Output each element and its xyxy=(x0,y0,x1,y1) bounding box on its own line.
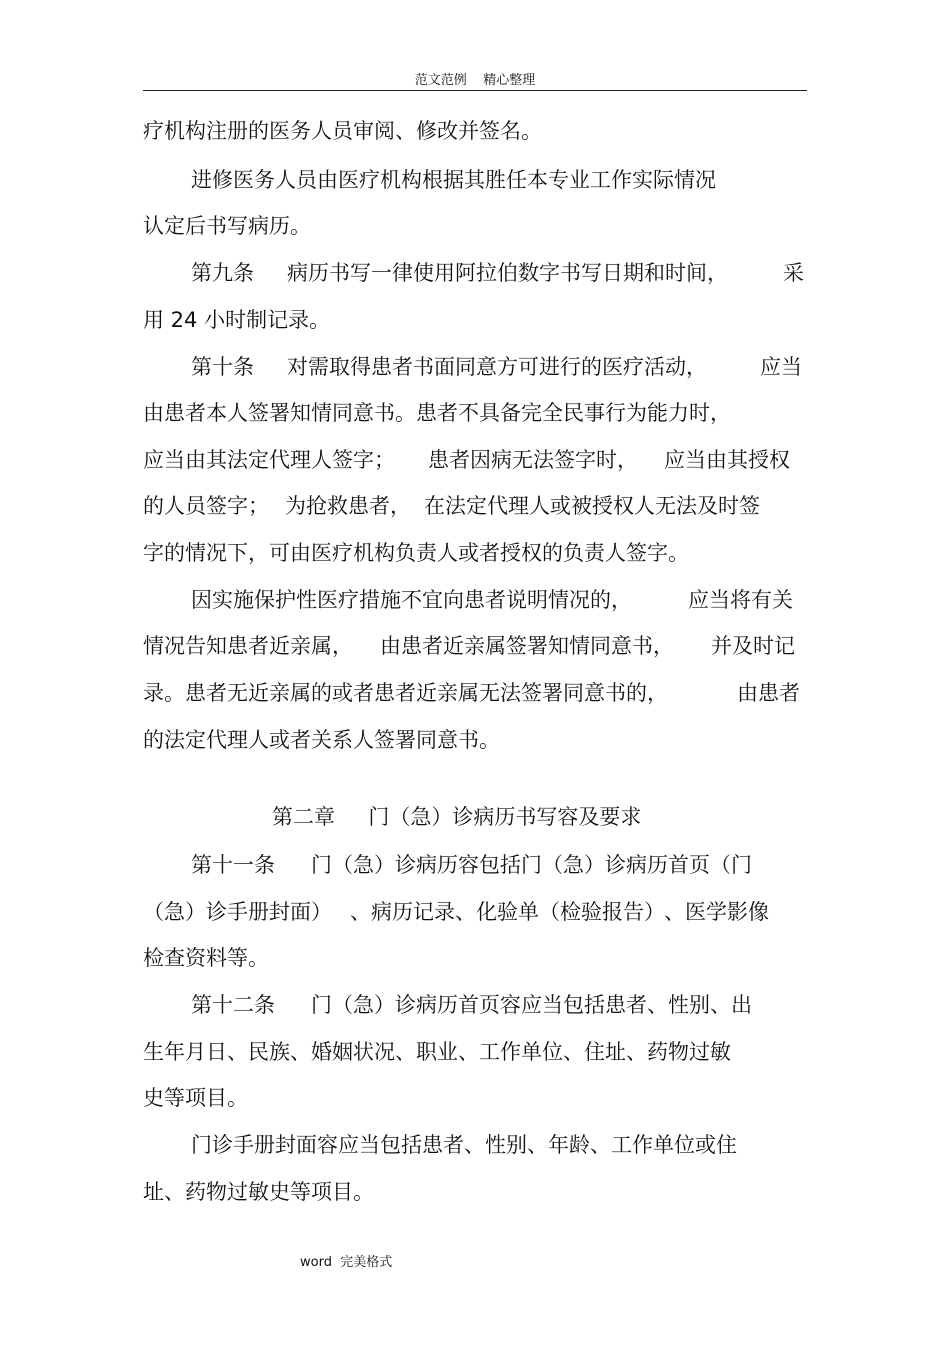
text-line: 门（急）诊病历首页容应当包括患者、性别、出 xyxy=(311,993,752,1017)
text-line: 由患者近亲属签署知情同意书， xyxy=(380,634,674,658)
text-line: 进修医务人员由医疗机构根据其胜任本专业工作实际情况 xyxy=(191,168,716,192)
chapter-heading: 第二章 门（急）诊病历书写容及要求 xyxy=(272,805,642,829)
text-line: （急）诊手册封面） xyxy=(143,900,332,924)
text-line: 患者因病无法签字时， xyxy=(428,448,638,472)
text-line: 字的情况下，可由医疗机构负责人或者授权的负责人签字。 xyxy=(143,541,689,565)
text-line: 应当将有关 xyxy=(688,588,793,612)
text-line: 检查资料等。 xyxy=(143,946,269,970)
text-line: 由患者 xyxy=(737,681,800,705)
article-number: 第九条 xyxy=(191,261,254,285)
text-line: 并及时记 xyxy=(711,634,795,658)
text-line: 应当由其授权 xyxy=(664,448,790,472)
text-line: 的法定代理人或者关系人签署同意书。 xyxy=(143,728,500,752)
header-divider xyxy=(143,90,807,91)
text-line: 用 24 小时制记录。 xyxy=(143,308,331,332)
text-line: 的人员签字； xyxy=(143,494,269,518)
header-text: 范文范例 精心整理 xyxy=(414,73,536,88)
text-line: 疗机构注册的医务人员审阅、修改并签名。 xyxy=(143,119,542,143)
text-line: 由患者本人签署知情同意书。患者不具备完全民事行为能力时， xyxy=(143,401,731,425)
text-line: 门（急）诊病历容包括门（急）诊病历首页（门 xyxy=(311,853,752,877)
text-line: 为抢救患者， xyxy=(285,494,411,518)
article-number: 第十一条 xyxy=(191,853,275,877)
text-line: 史等项目。 xyxy=(143,1086,248,1110)
article-number: 第十二条 xyxy=(191,993,275,1017)
text-line: 应当 xyxy=(760,355,802,379)
text-line: 、病历记录、化验单（检验报告） xyxy=(350,900,665,924)
text-line: 应当由其法定代理人签字； xyxy=(143,448,395,472)
text-line: 址、药物过敏史等项目。 xyxy=(143,1180,374,1204)
text-line: 病历书写一律使用阿拉伯数字书写日期和时间， xyxy=(287,261,728,285)
text-line: 对需取得患者书面同意方可进行的医疗活动， xyxy=(287,355,707,379)
text-line: 、医学影像 xyxy=(664,900,769,924)
text-line: 门诊手册封面容应当包括患者、性别、年龄、工作单位或住 xyxy=(191,1133,737,1157)
text-line: 认定后书写病历。 xyxy=(143,214,311,238)
text-line: 在法定代理人或被授权人无法及时签 xyxy=(424,494,760,518)
text-line: 录。患者无近亲属的或者患者近亲属无法签署同意书的， xyxy=(143,681,668,705)
text-line: 生年月日、民族、婚姻状况、职业、工作单位、住址、药物过敏 xyxy=(143,1040,731,1064)
article-number: 第十条 xyxy=(191,355,254,379)
text-line: 情况告知患者近亲属， xyxy=(143,634,353,658)
text-line: 因实施保护性医疗措施不宜向患者说明情况的， xyxy=(191,588,632,612)
page-footer: word 完美格式 xyxy=(300,1255,393,1270)
text-line: 采 xyxy=(783,261,804,285)
